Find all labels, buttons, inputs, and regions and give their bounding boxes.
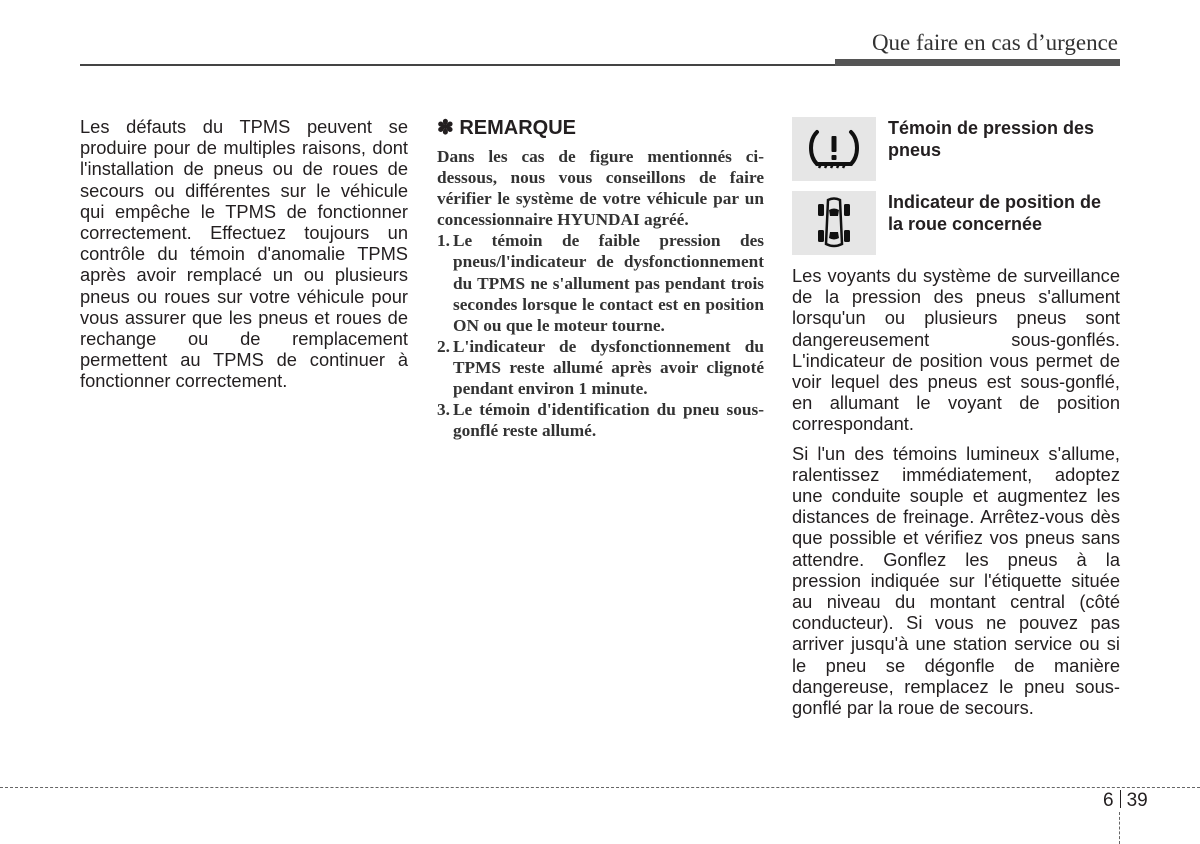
- remark-section: [437, 116, 764, 441]
- remark-item-number: 2.: [437, 336, 450, 356]
- chapter-number: 6: [1103, 790, 1114, 811]
- remark-title: ✽ REMARQUE: [437, 117, 576, 139]
- remark-intro: Dans les cas de figure mentionnés ci-dessous, nous vous conseillons de faire vérifier le système de votre véhicule par un concessionnaire HYUNDAI agréé.: [437, 147, 764, 230]
- tpms-lights-paragraph: Les voyants du système de surveillance de la pression des pneus s'allument lorsqu'un ou plusieurs pneus sont dangereusement sous-gonflés. L'indicateur de position vous permet de voir lequel des pneus est sous-gonflé, en allumant le voyant de position correspondant.: [792, 265, 1120, 435]
- header-rule-accent: [835, 59, 1120, 66]
- remark-item-text: Le témoin d'identification du pneu sous-gonflé reste allumé.: [453, 400, 764, 441]
- column-right: [792, 116, 1120, 718]
- page-header-title: Que faire en cas d’urgence: [871, 30, 1118, 55]
- tire-pressure-warning-icon: [792, 117, 876, 181]
- indicator-list: [792, 117, 1120, 255]
- footer-dashed-vertical: [1119, 812, 1120, 844]
- tire-position-car-icon: [792, 191, 876, 255]
- page-number: [1103, 790, 1148, 812]
- column-left: [80, 116, 408, 392]
- remark-item: [437, 336, 764, 399]
- indicator-tire-pressure: [792, 117, 1120, 181]
- footer-dashed-rule: [0, 787, 1200, 788]
- remark-item-number: 3.: [437, 400, 450, 420]
- remark-item-text: L'indicateur de dysfonctionnement du TPMS reste allumé après avoir clignoté pendant environ 1 minute.: [453, 336, 764, 399]
- indicator-label: Témoin de pression des pneus: [888, 118, 1095, 160]
- remark-item-number: 1.: [437, 231, 450, 251]
- indicator-label: Indicateur de position de la roue concernée: [888, 192, 1102, 234]
- page-number-value: 39: [1126, 790, 1148, 811]
- remark-item: [437, 230, 764, 335]
- indicator-tire-position: [792, 191, 1120, 255]
- header-rule: [80, 64, 835, 66]
- remark-item-text: Le témoin de faible pression des pneus/l'indicateur de dysfonctionnement du TPMS ne s'allument pas pendant trois secondes lorsque le contact est en position ON ou que le moteur tourne.: [453, 231, 764, 335]
- tpms-faults-paragraph: Les défauts du TPMS peuvent se produire pour de multiples raisons, dont l'installation de pneus ou de roues de secours ou différentes sur le véhicule qui empêche le TPMS de fonctionner correctement. Effectuez toujours un contrôle du témoin d'anomalie TPMS après avoir remplacé un ou plusieurs pneus ou roues sur votre véhicule pour vous assurer que les pneus et roues de rechange ou de remplacement permettent au TPMS de continuer à fonctionner correctement.: [80, 116, 408, 392]
- remark-item: [437, 399, 764, 441]
- tpms-action-paragraph: Si l'un des témoins lumineux s'allume, ralentissez immédiatement, adoptez une conduite souple et augmentez les distances de freinage. Arrêtez-vous dès que possible et vérifiez vos pneus sans attendre. Gonflez les pneus à la pression indiquée sur l'étiquette située au niveau du montant central (côté conducteur). Si vous ne pouvez pas arriver jusqu'à une station service ou si le pneu se dégonfle de manière dangereuse, remplacez le pneu sous-gonflé par la roue de secours.: [792, 442, 1120, 719]
- remark-list: [437, 230, 764, 441]
- page-number-separator: [1120, 790, 1121, 808]
